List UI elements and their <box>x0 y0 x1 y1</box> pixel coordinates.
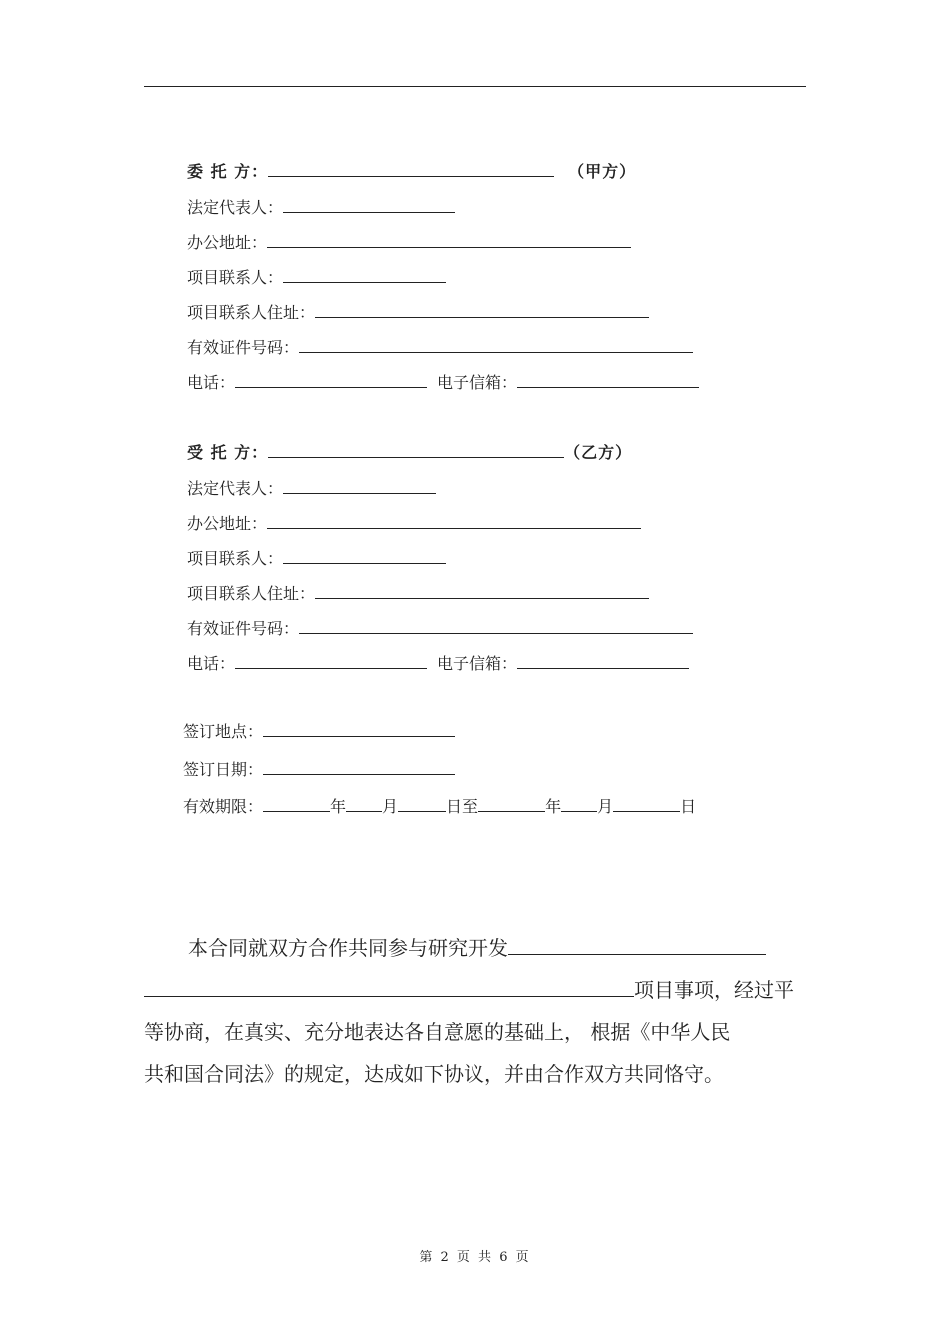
party-a-legal-rep-row <box>187 194 455 220</box>
party-b-phone-row <box>187 650 689 676</box>
party-b-contact-address-blank[interactable] <box>315 580 649 599</box>
signing-date-row <box>183 756 455 782</box>
signing-date-label: 签订日期： <box>183 760 264 779</box>
party-a-id-label: 有效证件号码： <box>187 338 300 357</box>
signing-place-blank[interactable] <box>263 718 455 737</box>
party-a-contact-blank[interactable] <box>283 264 446 283</box>
party-b-legal-rep-row <box>187 475 436 501</box>
party-b-tag: （乙方） <box>564 443 633 462</box>
party-a-phone-blank[interactable] <box>235 369 427 388</box>
intro-line-3 <box>144 1012 806 1053</box>
party-b-title: 受 托 方： <box>187 443 269 462</box>
intro-line-2 <box>144 970 806 1011</box>
validity-day-label: 日 <box>680 797 697 816</box>
intro-text-3: 等协商，在真实、充分地表达各自意愿的基础上， 根据《中华人民 <box>144 1020 731 1044</box>
party-a-email-blank[interactable] <box>517 369 699 388</box>
party-a-contact-row <box>187 264 446 290</box>
party-a-tag: （甲方） <box>568 162 637 181</box>
party-a-id-row <box>187 334 693 360</box>
validity-end-month-label: 月 <box>597 797 614 816</box>
party-b-contact-row <box>187 545 446 571</box>
party-b-contact-blank[interactable] <box>283 545 446 564</box>
party-b-office-row <box>187 510 641 536</box>
page-number: 第 2 页 共 6 页 <box>419 1250 531 1265</box>
intro-line-4 <box>144 1054 806 1095</box>
party-a-legal-rep-label: 法定代表人： <box>187 198 284 217</box>
signing-place-label: 签订地点： <box>183 722 264 741</box>
validity-day-to-label: 日至 <box>446 797 479 816</box>
party-b-name-blank[interactable] <box>268 439 564 458</box>
party-a-title: 委 托 方： <box>187 162 269 181</box>
validity-start-year-blank[interactable] <box>263 793 330 812</box>
intro-text-1: 本合同就双方合作共同参与研究开发 <box>188 936 508 960</box>
validity-year-label: 年 <box>330 797 347 816</box>
validity-end-day-blank[interactable] <box>613 793 680 812</box>
party-a-legal-rep-blank[interactable] <box>283 194 455 213</box>
header-rule <box>144 86 806 87</box>
party-a-office-blank[interactable] <box>267 229 631 248</box>
party-b-office-blank[interactable] <box>267 510 641 529</box>
party-a-office-row <box>187 229 631 255</box>
party-a-contact-address-blank[interactable] <box>315 299 649 318</box>
validity-month-label: 月 <box>382 797 399 816</box>
party-a-name-blank[interactable] <box>268 158 554 177</box>
party-b-legal-rep-blank[interactable] <box>283 475 436 494</box>
party-b-contact-address-row <box>187 580 649 606</box>
party-a-office-label: 办公地址： <box>187 233 268 252</box>
validity-end-year-blank[interactable] <box>478 793 545 812</box>
party-a-phone-label: 电话： <box>187 373 236 392</box>
party-b-phone-blank[interactable] <box>235 650 427 669</box>
project-name-blank-1[interactable] <box>508 930 766 955</box>
party-b-legal-rep-label: 法定代表人： <box>187 479 284 498</box>
party-b-title-row <box>187 439 632 465</box>
party-b-email-blank[interactable] <box>517 650 689 669</box>
intro-line-1 <box>144 928 806 969</box>
party-a-email-label: 电子信箱： <box>437 373 518 392</box>
party-a-title-row <box>187 158 636 184</box>
validity-label: 有效期限： <box>183 797 264 816</box>
party-b-contact-address-label: 项目联系人住址： <box>187 584 316 603</box>
validity-start-day-blank[interactable] <box>398 793 446 812</box>
party-b-id-label: 有效证件号码： <box>187 619 300 638</box>
party-a-contact-label: 项目联系人： <box>187 268 284 287</box>
signing-date-blank[interactable] <box>263 756 455 775</box>
party-b-id-blank[interactable] <box>299 615 693 634</box>
party-a-id-blank[interactable] <box>299 334 693 353</box>
intro-text-4: 共和国合同法》的规定，达成如下协议，并由合作双方共同恪守。 <box>144 1062 724 1086</box>
party-b-office-label: 办公地址： <box>187 514 268 533</box>
signing-place-row <box>183 718 455 744</box>
validity-end-year-label: 年 <box>545 797 562 816</box>
validity-row <box>183 793 696 819</box>
party-b-email-label: 电子信箱： <box>437 654 518 673</box>
party-b-phone-label: 电话： <box>187 654 236 673</box>
party-b-id-row <box>187 615 693 641</box>
project-name-blank-2[interactable] <box>144 972 634 997</box>
validity-end-month-blank[interactable] <box>561 793 597 812</box>
party-a-contact-address-row <box>187 299 649 325</box>
intro-text-2: 项目事项，经过平 <box>634 978 794 1002</box>
validity-start-month-blank[interactable] <box>346 793 382 812</box>
party-a-contact-address-label: 项目联系人住址： <box>187 303 316 322</box>
party-a-phone-row <box>187 369 699 395</box>
party-b-contact-label: 项目联系人： <box>187 549 284 568</box>
